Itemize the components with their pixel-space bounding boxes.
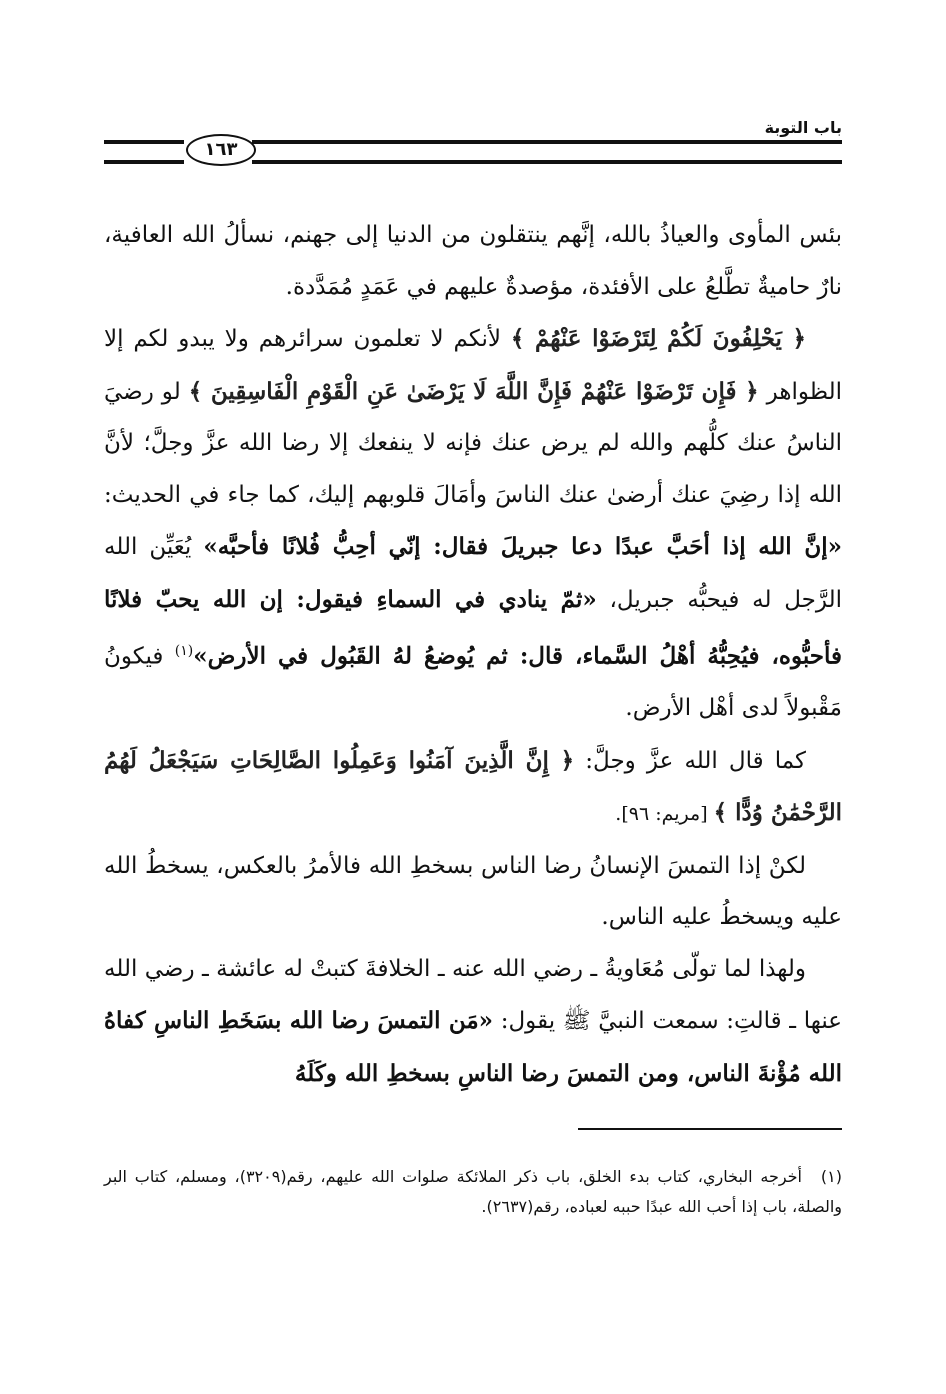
header-rule-left	[104, 140, 184, 164]
paragraph-2-text-1: لأنكم لا تعلمون سرائرهم ولا يبدو لكم إلا الظواهر	[104, 326, 842, 405]
verse-reference: [مريم: ٩٦].	[615, 803, 714, 826]
footnote-separator	[578, 1128, 842, 1130]
paragraph-2-text-4: فيكونُ مَقْبولاً لدى أهْل الأرض.	[104, 643, 842, 722]
footnote-number: (١)	[820, 1167, 843, 1186]
paragraph-3-text: كما قال الله عزَّ وجلَّ:	[574, 747, 807, 774]
footnote-text: أخرجه البخاري، كتاب بدء الخلق، باب ذكر الملائكة صلوات الله عليهم، رقم(٣٢٠٩)، ومسلم، كتاب البر والصلة، باب إذا أحب الله عبدًا حببه لعباده، رقم(٢٦٣٧).	[104, 1167, 842, 1216]
running-head: باب التوبة	[764, 118, 842, 137]
hadith-3: «مَن التمسَ رضا الله بسَخَطِ الناسِ كفاهُ الله مُؤْنةَ الناس، ومن التمسَ رضا الناسِ بسخطِ الله وكَلَهُ	[104, 1007, 842, 1087]
page-number: ١٦٣	[186, 134, 256, 166]
paragraph-5	[104, 944, 842, 1101]
paragraph-2	[104, 313, 842, 735]
paragraph-1: بئس المأوى والعياذُ بالله، إنَّهم ينتقلون من الدنيا إلى جهنم، نسألُ الله العافية، نارٌ حاميةٌ تطَّلعُ على الأفئدة، مؤصدةٌ عليهم في عَمَدٍ مُمَدَّدة.	[104, 222, 842, 300]
paragraph-2-text-2: لو رضيَ الناسُ عنك كلُّهم والله لم يرض عنك فإنه لا ينفعك إلا رضا الله عزَّ وجلَّ؛ لأنَّ الله إذا رضِيَ عنك أرضىٰ عنك الناسَ وأمَالَ قلوبهم إليك، كما جاء في الحديث:	[104, 378, 842, 508]
footnote	[104, 1162, 842, 1222]
paragraph-3	[104, 735, 842, 841]
paragraph-2-text-3: يُعَيِّن الله الرَّجل له فيحبُّه جبريل،	[104, 534, 842, 613]
quran-verse-3: ﴿ إِنَّ الَّذِينَ آمَنُوا وَعَمِلُوا الصَّالِحَاتِ سَيَجْعَلُ لَهُمُ الرَّحْمَٰنُ وُدًّا ﴾	[104, 746, 842, 827]
hadith-1: «إنَّ الله إذا أحَبَّ عبدًا دعا جبريلَ فقال: إنّي أحِبُّ فُلانًا فأحبَّه»	[203, 533, 842, 560]
footnote-marker[interactable]: (١)	[174, 643, 194, 659]
quran-verse-2: ﴿ فَإِن تَرْضَوْا عَنْهُمْ فَإِنَّ اللَّهَ لَا يَرْضَىٰ عَنِ الْقَوْمِ الْفَاسِقِينَ ﴾	[188, 377, 759, 405]
paragraph-4: لكنْ إذا التمسَ الإنسانُ رضا الناس بسخطِ الله فالأمرُ بالعكس، يسخطُ الله عليه ويسخطُ عليه الناس.	[104, 852, 842, 931]
main-text	[104, 210, 842, 1100]
hadith-2: «ثمّ ينادي في السماءِ فيقول: إن الله يحبّ فلانًا فأحبُّوه، فيُحِبُّهُ أهْلُ السَّماء، قال: ثم يُوضعُ لهُ القَبُول في الأرض»	[104, 585, 842, 670]
header-rule-right	[252, 140, 842, 164]
quran-verse-1: ﴿ يَحْلِفُونَ لَكُمْ لِتَرْضَوْا عَنْهُمْ ﴾	[510, 325, 806, 352]
paragraph-5-text: ولهذا لما تولّى مُعَاويةُ ـ رضي الله عنه ـ الخلافةَ كتبتْ له عائشة ـ رضي الله عنها ـ قالتِ: سمعت النبيَّ ﷺ يقول:	[104, 955, 842, 1035]
